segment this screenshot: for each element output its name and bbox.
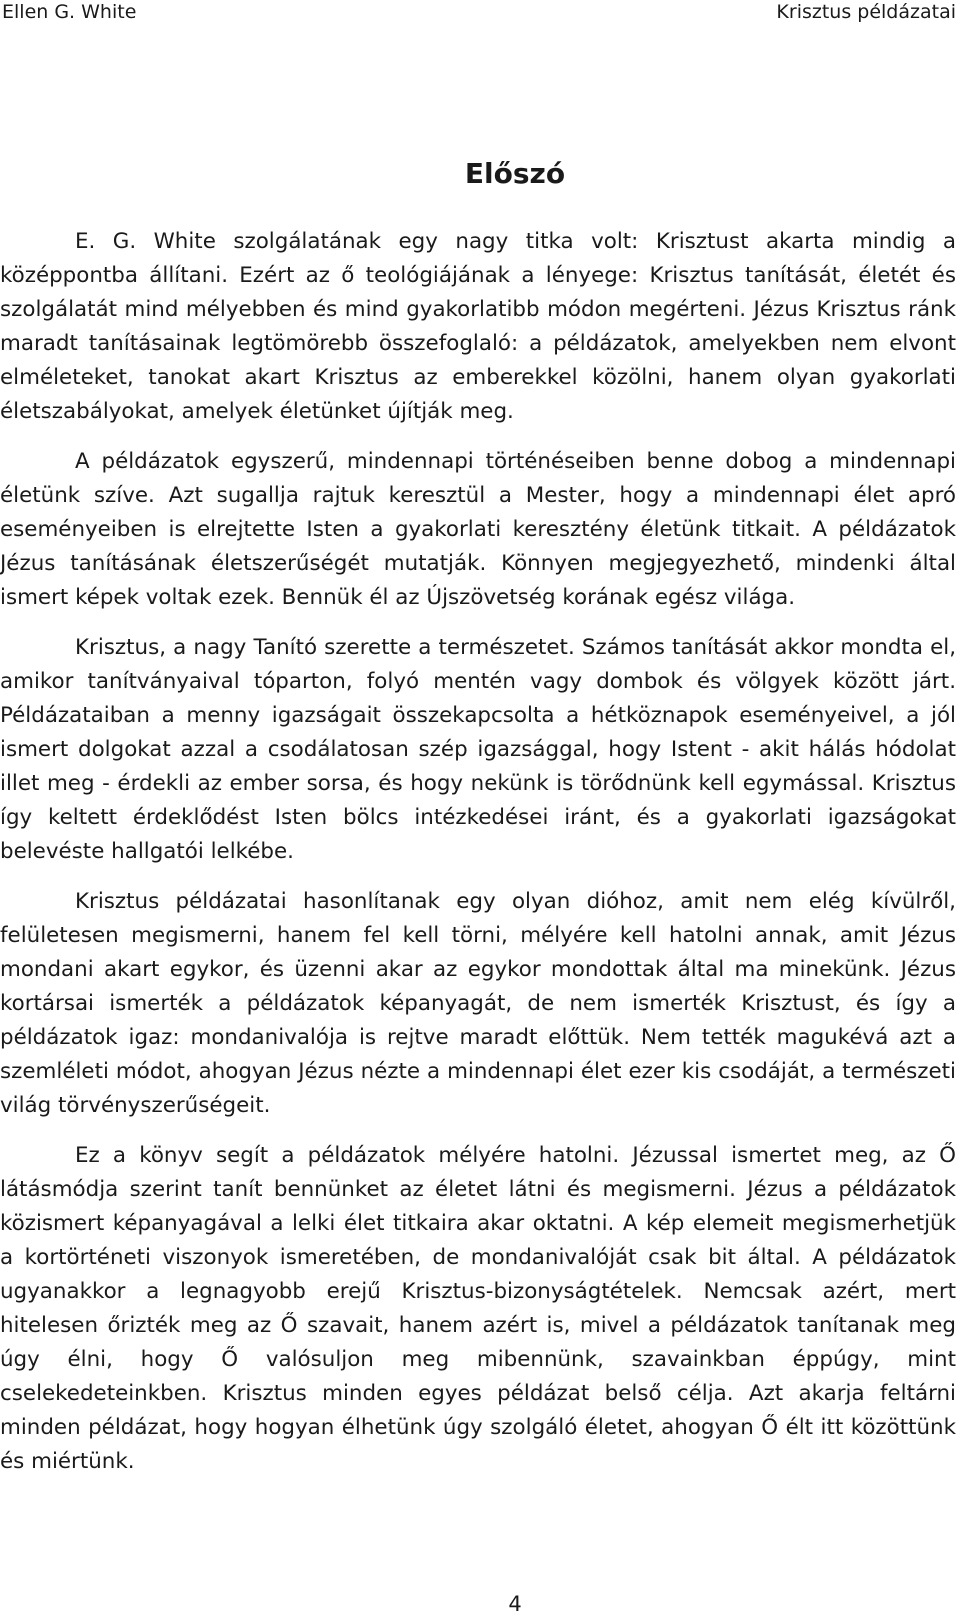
- paragraph-5: Ez a könyv segít a példázatok mélyére hatolni. Jézussal ismertet meg, az Ő látásmódja szerint tanít bennünket az életet látni és megismerni. Jézus a példázatok közismert képanyagával a lelki élet titkaira akar oktatni. A kép elemeit megismerhetjük a kortörténeti viszonyok ismeretében, de mondanivalóját csak bit által. A példázatok ugyanakkor a legnagyobb erejű Krisztus-bizonyságtételek. Nemcsak azért, mert hitelesen őrizték meg az Ő szavait, hanem azért is, mivel a példázatok tanítanak meg úgy élni, hogy Ő valósuljon meg mibennünk, szavainkban éppúgy, mint cselekedeteinkben. Krisztus minden egyes példázat belső célja. Azt akarja feltárni minden példázat, hogy hogyan élhetünk úgy szolgáló életet, ahogyan Ő élt itt közöttünk és miértünk.: [0, 1143, 956, 1474]
- page-number: 4: [508, 1592, 522, 1616]
- body-text: [0, 225, 956, 1495]
- paragraph-3: Krisztus, a nagy Tanító szerette a természetet. Számos tanítását akkor mondta el, amikor tanítványaival tóparton, folyó mentén vagy dombok és völgyek között járt. Példázataiban a menny igazságait összekapcsolta a hétköznapok eseményeivel, a jól ismert dolgokat azzal a csodálatosan szép igazsággal, hogy Istent - akit hálás hódolat illet meg - érdekli az ember sorsa, és hogy nekünk is törődnünk kell egymással. Krisztus így keltett érdeklődést Isten bölcs intézkedései iránt, és a gyakorlati igazságokat belevéste hallgatói lelkébe.: [0, 635, 956, 864]
- running-header: [0, 0, 960, 30]
- header-book-title: Krisztus példázatai: [776, 1, 956, 23]
- header-author: Ellen G. White: [2, 1, 137, 23]
- paragraph-4: Krisztus példázatai hasonlítanak egy olyan dióhoz, amit nem elég kívülről, felületesen megismerni, hanem fel kell törni, mélyére kell hatolni annak, amit Jézus mondani akart egykor, és üzenni akar az egykor mondottak által ma minekünk. Jézus kortársai ismerték a példázatok képanyagát, de nem ismerték Krisztust, és így a példázatok igaz: mondanivalója is rejtve maradt előttük. Nem tették magukévá azt a szemléleti módot, ahogyan Jézus nézte a mindennapi élet ezer kis csodáját, a természeti világ törvényszerűségeit.: [0, 889, 956, 1118]
- paragraph-2: A példázatok egyszerű, mindennapi történéseiben benne dobog a mindennapi életünk szíve. Azt sugallja rajtuk keresztül a Mester, hogy a mindennapi élet apró eseményeiben is elrejtette Isten a gyakorlati keresztény életünk titkait. A példázatok Jézus tanításának életszerűségét mutatják. Könnyen megjegyezhető, mindenki által ismert képek voltak ezek. Bennük él az Újszövetség korának egész világa.: [0, 449, 956, 610]
- chapter-title: Előszó: [464, 157, 566, 190]
- paragraph-1: E. G. White szolgálatának egy nagy titka volt: Krisztust akarta mindig a középpontba állítani. Ezért az ő teológiájának a lényege: Krisztus tanítását, életét és szolgálatát mind mélyebben és mind gyakorlatibb módon megérteni. Jézus Krisztus ránk maradt tanításainak legtömörebb összefoglaló: a példázatok, amelyekben nem elvont elméleteket, tanokat akart Krisztus az emberekkel közölni, hanem olyan gyakorlati életszabályokat, amelyek életünket újítják meg.: [0, 229, 956, 424]
